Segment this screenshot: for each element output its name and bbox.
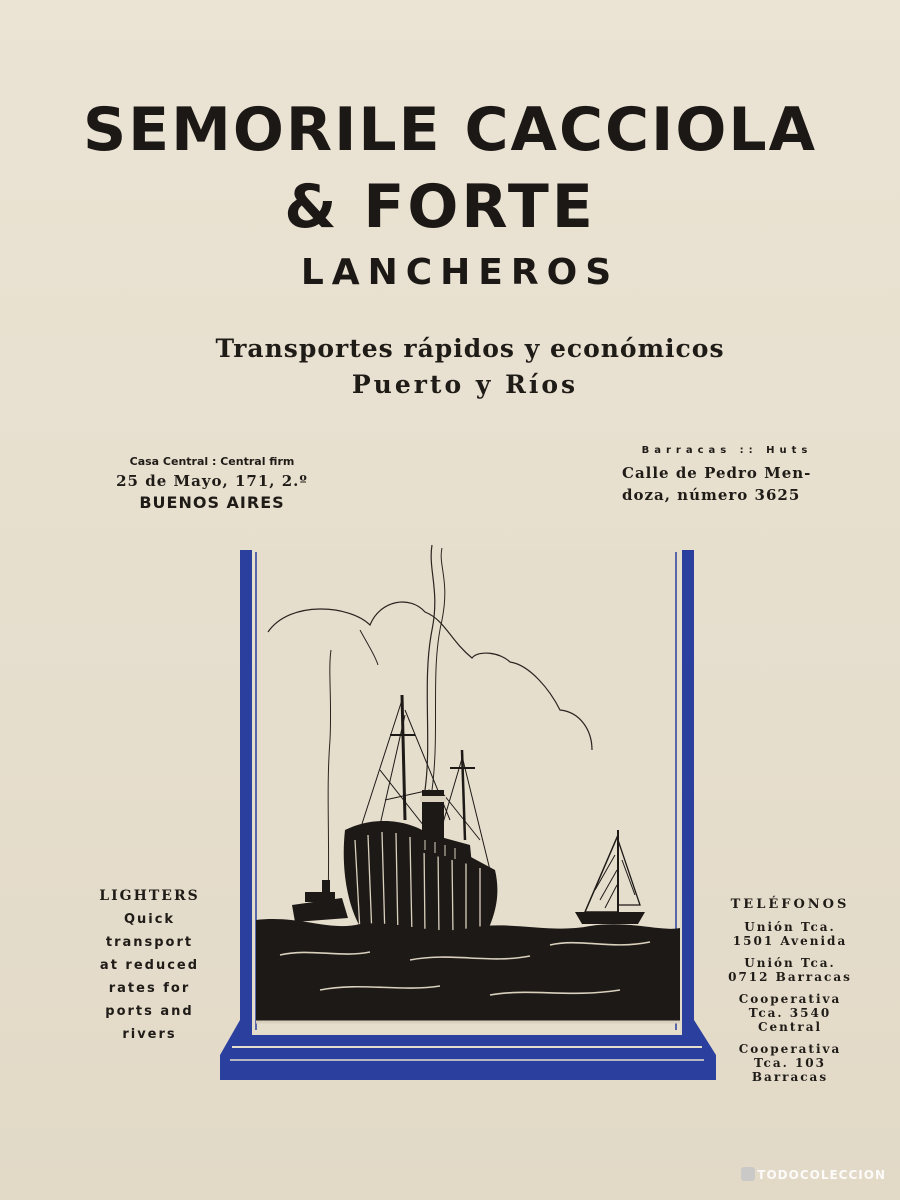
lighters-line-3: at reduced (99, 958, 200, 973)
tagline-line2: Puerto y Ríos (351, 370, 579, 399)
lighters-line-1: Quick (123, 912, 176, 927)
phone-line: Cooperativa (738, 1042, 842, 1056)
phone-group (720, 992, 860, 1034)
huts-address (622, 440, 852, 506)
lighters-line-0: LIGHTERS (99, 888, 200, 904)
lighters-line-2: transport (105, 935, 194, 950)
phone-line: Tca. 103 (753, 1056, 827, 1070)
phone-line: Tca. 3540 (748, 1006, 832, 1020)
lighters-line-6: rivers (122, 1027, 177, 1042)
company-name-line1: SEMORILE CACCIOLA (82, 95, 818, 165)
phone-line: 0712 Barracas (728, 970, 852, 984)
phone-line: Unión Tca. (744, 956, 836, 970)
phone-line: Central (757, 1020, 823, 1034)
phone-group (720, 956, 860, 984)
huts-street-line1: Calle de Pedro Men- (622, 464, 812, 482)
phone-line: Unión Tca. (744, 920, 836, 934)
head-office-city: BUENOS AIRES (139, 493, 285, 512)
head-office-address (112, 455, 312, 512)
phone-group (720, 920, 860, 948)
phone-group (720, 1042, 860, 1084)
lighters-line-5: ports and (105, 1004, 194, 1019)
watermark (741, 1167, 886, 1182)
head-office-label: Casa Central : Central firm (129, 455, 295, 468)
phone-line: Barracas (751, 1070, 829, 1084)
telephones-block (720, 898, 860, 1092)
phone-line: 1501 Avenida (732, 934, 848, 948)
huts-street-line2: doza, número 3625 (622, 486, 801, 504)
head-office-street: 25 de Mayo, 171, 2.º (116, 472, 308, 490)
lighters-line-4: rates for (108, 981, 191, 996)
tagline-line1: Transportes rápidos y económicos (215, 334, 725, 363)
huts-label: Barracas :: Huts (641, 445, 813, 456)
watermark-logo-icon (741, 1167, 755, 1181)
ship-illustration (210, 540, 730, 1085)
company-name-line2: & FORTE (284, 172, 596, 242)
watermark-text: TODOCOLECCION (757, 1168, 886, 1182)
telephones-heading: TELÉFONOS (730, 897, 850, 912)
sea (256, 919, 680, 1022)
company-trade: LANCHEROS (300, 252, 620, 293)
lighters-blurb (92, 885, 207, 1046)
phone-line: Cooperativa (738, 992, 842, 1006)
